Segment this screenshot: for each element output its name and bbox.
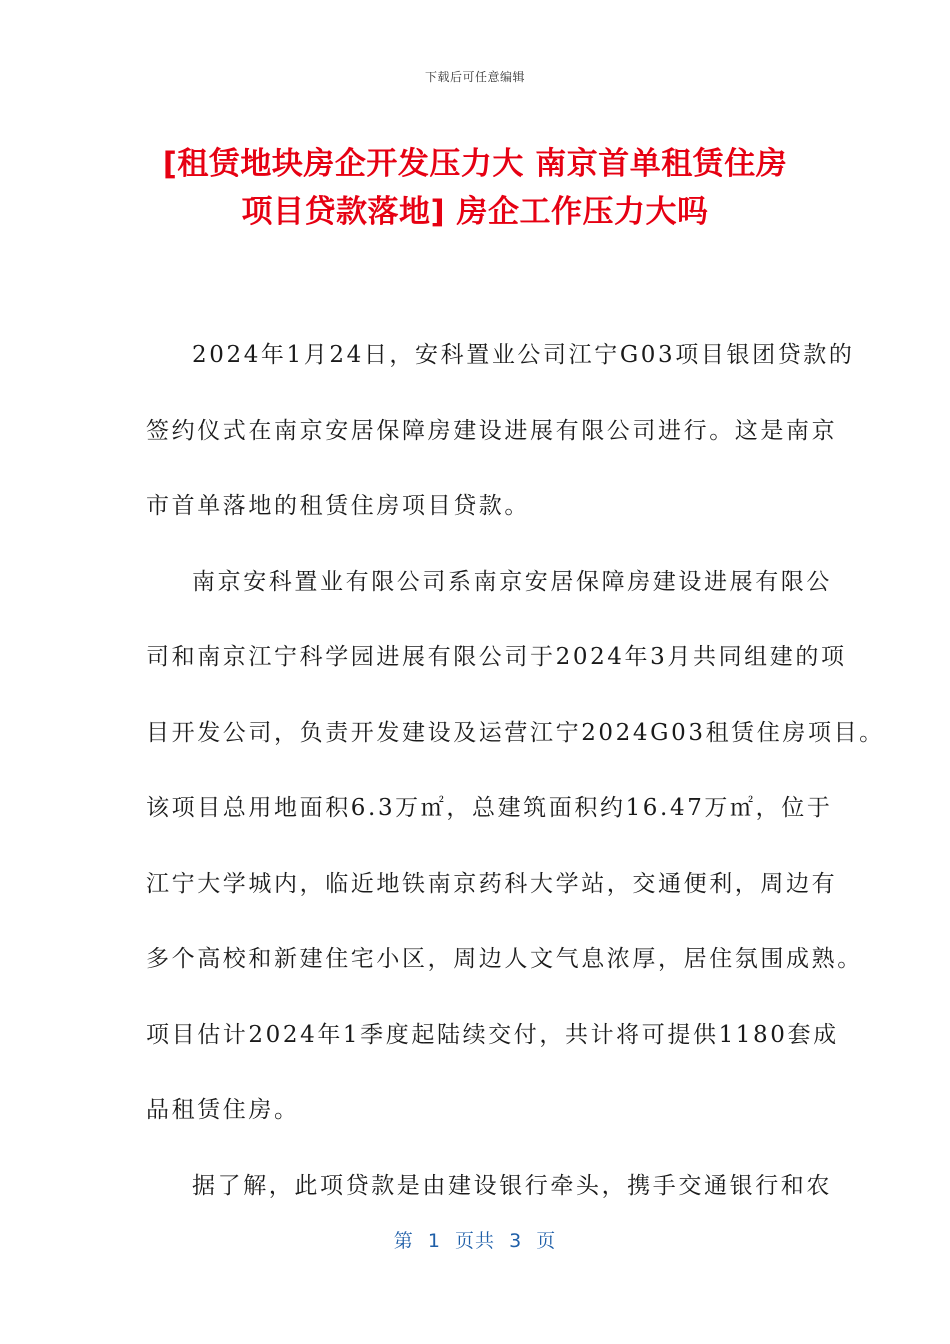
title-line-2: 项目贷款落地] 房企工作压力大吗 — [241, 194, 709, 230]
title-line-1: [租赁地块房企开发压力大 南京首单租赁住房 — [162, 146, 788, 182]
paragraph-2-line-1: 南京安科置业有限公司系南京安居保障房建设进展有限公 — [192, 568, 832, 595]
paragraph-2-line-5: 江宁大学城内，临近地铁南京药科大学站，交通便利，周边有 — [146, 870, 838, 897]
paragraph-2-line-7: 项目估计2024年1季度起陆续交付，共计将可提供1180套成 — [146, 1021, 839, 1048]
document-title — [120, 140, 830, 236]
paragraph-2-line-4: 该项目总用地面积6.3万㎡，总建筑面积约16.47万㎡，位于 — [146, 795, 833, 821]
paragraph-1-line-1: 2024年1月24日，安科置业公司江宁G03项目银团贷款的 — [192, 342, 855, 368]
paragraph-2-line-8: 品租赁住房。 — [146, 1097, 300, 1123]
body-text — [146, 318, 885, 1224]
paragraph-1-line-2: 签约仪式在南京安居保障房建设进展有限公司进行。这是南京 — [146, 417, 838, 444]
paragraph-2-line-2: 司和南京江宁科学园进展有限公司于2024年3月共同组建的项 — [146, 644, 847, 670]
paragraph-3-line-1: 据了解，此项贷款是由建设银行牵头，携手交通银行和农 — [192, 1172, 832, 1199]
header-note: 下载后可任意编辑 — [424, 70, 525, 84]
paragraph-2-line-3: 目开发公司，负责开发建设及运营江宁2024G03租赁住房项目。 — [146, 719, 885, 746]
paragraph-1-line-3: 市首单落地的租赁住房项目贷款。 — [146, 493, 530, 519]
paragraph-2-line-6: 多个高校和新建住宅小区，周边人文气息浓厚，居住氛围成熟。 — [146, 946, 863, 972]
page-number: 第 1 页共 3 页 — [393, 1230, 557, 1252]
